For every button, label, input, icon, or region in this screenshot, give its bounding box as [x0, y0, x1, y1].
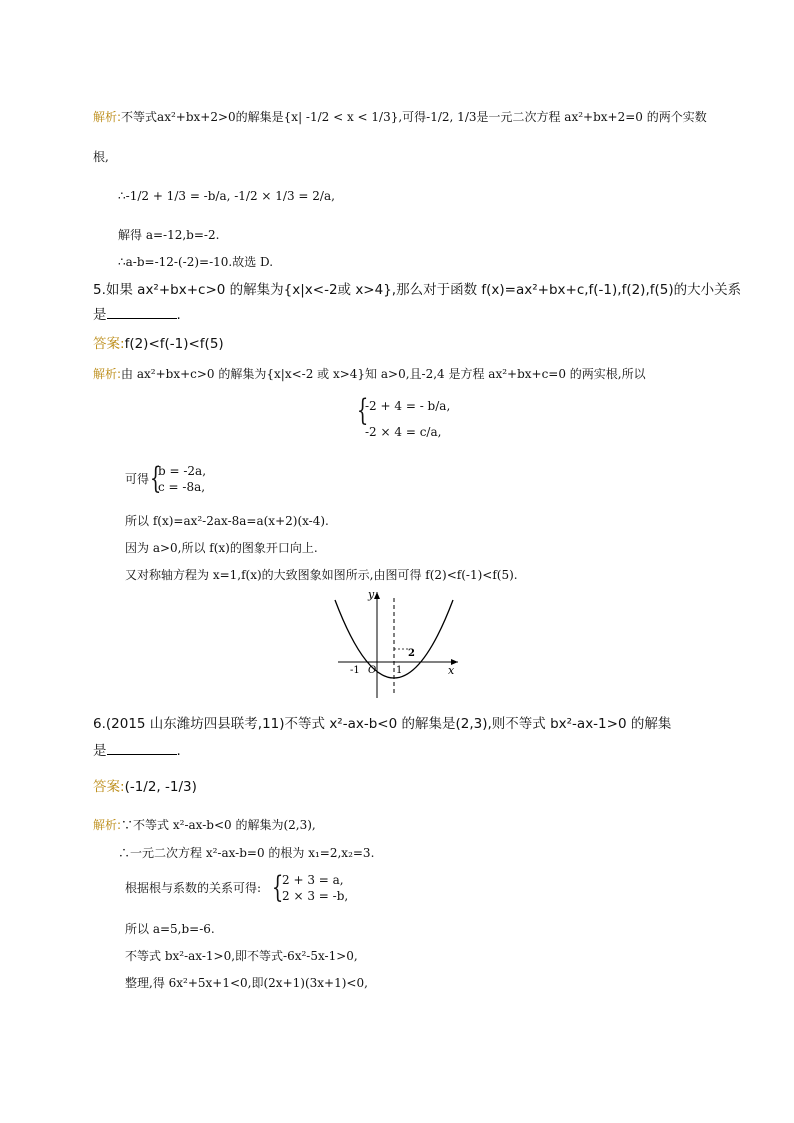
ans6: 答案:(-1/2, -1/3): [93, 779, 197, 795]
q5-line1: 5.如果 ax²+bx+c>0 的解集为{x|x<-2或 x>4},那么对于函数 f(x)=ax²+bx+c,f(-1),f(2),f(5)的大小关系: [93, 282, 742, 298]
ans5: 答案:f(2)<f(-1)<f(5): [93, 336, 224, 352]
sol4-line4: 解得 a=-12,b=-2.: [118, 228, 220, 242]
q6-line2: 是 .: [93, 743, 181, 759]
sol6-sysa: 2 + 3 = a,: [282, 873, 344, 887]
y-axis-label: y: [368, 588, 375, 601]
answer-blank: [107, 306, 177, 319]
answer-label: 答案:: [93, 779, 125, 795]
sol6-sysb: 2 × 3 = -b,: [282, 889, 349, 903]
tick-1: 1: [396, 665, 403, 676]
sol6-line4: 不等式 bx²-ax-1>0,即不等式-6x²-5x-1>0,: [125, 949, 358, 963]
sol4-line3: ∴-1/2 + 1/3 = -b/a, -1/2 × 1/3 = 2/a,: [118, 189, 335, 203]
sol5-line2: 所以 f(x)=ax²-2ax-8a=a(x+2)(x-4).: [125, 514, 329, 528]
sol4-line2: 根,: [93, 150, 109, 164]
x-axis-label: x: [448, 664, 455, 677]
sys1a: -2 + 4 = - b/a,: [365, 399, 451, 413]
tick-minus1: -1: [350, 665, 360, 676]
sys2b: c = -8a,: [158, 480, 206, 494]
sol5-line1: 解析:由 ax²+bx+c>0 的解集为{x|x<-2 或 x>4}知 a>0,且-2,4 是方程 ax²+bx+c=0 的两实根,所以: [93, 367, 646, 381]
sys2a: b = -2a,: [158, 464, 207, 478]
sys1b: -2 × 4 = c/a,: [365, 425, 442, 439]
sol6-line5: 整理,得 6x²+5x+1<0,即(2x+1)(3x+1)<0,: [125, 976, 368, 990]
analysis-label: 解析:: [93, 110, 122, 124]
tick-2: 2: [408, 648, 415, 659]
sol4-line1: 解析:不等式ax²+bx+2>0的解集是{x| -1/2 < x < 1/3},可得-1/2, 1/3是一元二次方程 ax²+bx+2=0 的两个实数: [93, 110, 707, 124]
sol6-line2: ∴一元二次方程 x²-ax-b=0 的根为 x₁=2,x₂=3.: [118, 846, 375, 860]
analysis-label: 解析:: [93, 367, 122, 381]
q6-line1: 6.(2015 山东潍坊四县联考,11)不等式 x²-ax-b<0 的解集是(2,3),则不等式 bx²-ax-1>0 的解集: [93, 716, 672, 732]
answer-blank: [107, 742, 177, 755]
sol6-line1: 解析:∵不等式 x²-ax-b<0 的解集为(2,3),: [93, 818, 316, 832]
sol6-line3: 所以 a=5,b=-6.: [125, 922, 215, 936]
sys2-prefix: 可得: [125, 472, 150, 486]
system-brace: {: [149, 461, 162, 496]
q5-line2: 是 .: [93, 307, 181, 323]
sol5-line4: 又对称轴方程为 x=1,f(x)的大致图象如图所示,由图可得 f(2)<f(-1)<f(5).: [125, 568, 518, 582]
sol6-sys-prefix: 根据根与系数的关系可得:: [125, 881, 262, 895]
system-brace: {: [356, 393, 369, 428]
sol4-line5: ∴a-b=-12-(-2)=-10.故选 D.: [118, 255, 274, 269]
analysis-label: 解析:: [93, 818, 122, 832]
origin-label: O: [368, 665, 377, 676]
system-brace: {: [271, 870, 284, 905]
answer-label: 答案:: [93, 336, 125, 352]
sol5-line3: 因为 a>0,所以 f(x)的图象开口向上.: [125, 541, 318, 555]
parabola-graph: [330, 586, 465, 701]
